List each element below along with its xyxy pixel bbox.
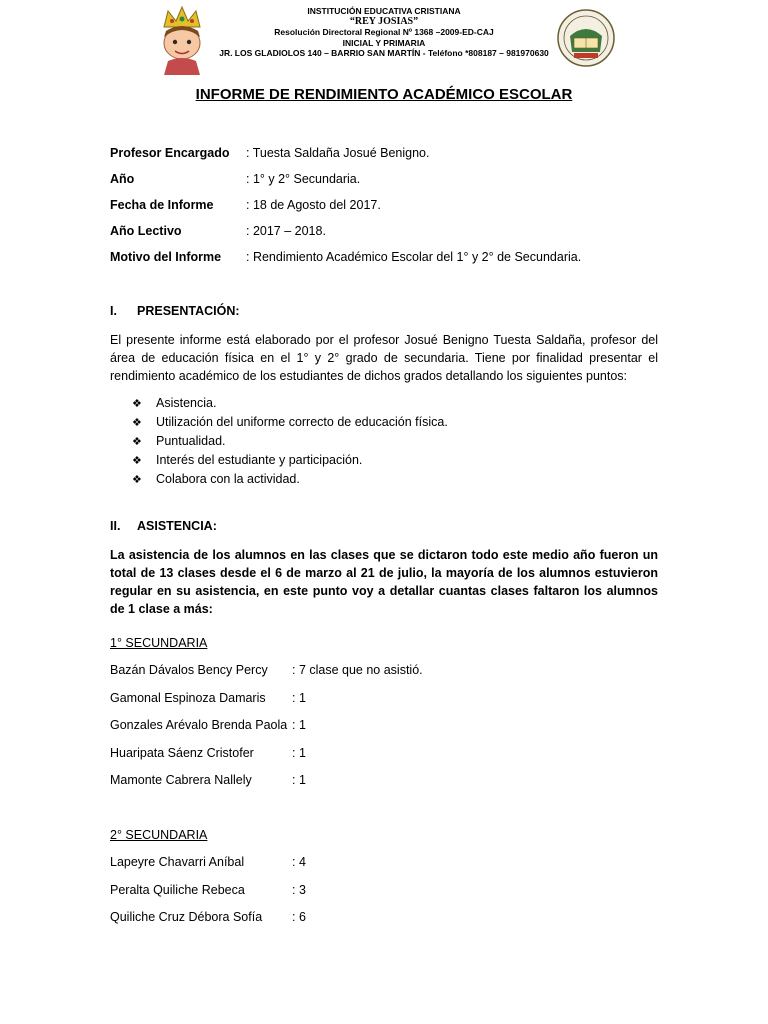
criteria-list — [132, 394, 448, 489]
absence-count: : 1 — [292, 745, 306, 760]
student-name: Huaripata Sáenz Cristofer — [110, 745, 254, 760]
meta-label: Motivo del Informe — [110, 250, 222, 264]
section-title: PRESENTACIÓN: — [137, 304, 240, 318]
list-item — [110, 691, 423, 719]
levels-text: INICIAL Y PRIMARIA — [342, 37, 426, 48]
absence-count: : 6 — [292, 910, 306, 924]
diamond-bullet-icon: ❖ — [132, 436, 142, 448]
meta-label: Profesor Encargado — [110, 146, 230, 160]
institution-name: INSTITUCIÓN EDUCATIVA CRISTIANA — [307, 6, 461, 16]
list-item — [132, 413, 448, 432]
resolution-text: Resolución Directoral Regional Nº 1368 –2009-ED-CAJ — [274, 27, 494, 37]
student-name: Peralta Quiliche Rebeca — [110, 882, 245, 897]
grade-2-list — [110, 855, 306, 938]
list-item — [110, 855, 306, 883]
section-number: II. — [110, 519, 121, 533]
list-item-text: Puntualidad. — [156, 434, 226, 448]
section-number: I. — [110, 304, 117, 318]
section-heading-attendance — [110, 519, 217, 533]
list-item — [110, 773, 423, 801]
diamond-bullet-icon: ❖ — [132, 474, 142, 486]
list-item-text: Asistencia. — [156, 396, 217, 410]
document-title: INFORME DE RENDIMIENTO ACADÉMICO ESCOLAR — [195, 86, 573, 103]
list-item — [132, 432, 448, 451]
meta-value: : Tuesta Saldaña Josué Benigno. — [246, 146, 430, 160]
meta-value: : Rendimiento Académico Escolar del 1° y 2° de Secundaria. — [246, 250, 582, 264]
list-item — [132, 470, 448, 489]
attendance-paragraph: La asistencia de los alumnos en las clases que se dictaron todo este medio año fueron un total de 13 clases desde el 6 de marzo al 21 de julio, la mayoría de los alumnos estuvieron regular en su asistencia, en este punto voy a detallar cuantas clases faltaron los alumnos de 1 clase a más: — [110, 548, 658, 616]
report-meta — [110, 146, 581, 276]
list-item — [110, 718, 423, 746]
list-item — [132, 394, 448, 413]
list-item-text: Colabora con la actividad. — [156, 472, 300, 486]
absence-count: : 3 — [292, 882, 306, 897]
student-name: Bazán Dávalos Bency Percy — [110, 663, 268, 677]
student-name: Mamonte Cabrera Nallely — [110, 773, 252, 787]
meta-row — [110, 250, 581, 276]
meta-row — [110, 198, 581, 224]
meta-value: : 18 de Agosto del 2017. — [246, 198, 381, 212]
list-item-text: Interés del estudiante y participación. — [156, 453, 363, 467]
institution-motto: “REY JOSIAS” — [349, 15, 419, 27]
student-name: Lapeyre Chavarri Aníbal — [110, 855, 245, 869]
section-title: ASISTENCIA: — [137, 519, 217, 533]
address-text: JR. LOS GLADIOLOS 140 – BARRIO SAN MARTÍN - Teléfono *808187 – 981970630 — [219, 48, 549, 58]
absence-count: : 1 — [292, 690, 306, 705]
presentation-paragraph: El presente informe está elaborado por el profesor Josué Benigno Tuesta Saldaña, profesor del área de educación física en el 1° y 2° grado de secundaria. Tiene por finalidad presentar el rendimiento académico de los estudiantes de dichos grados detallando los siguientes puntos: — [110, 333, 658, 383]
list-item-text: Utilización del uniforme correcto de educación física. — [156, 415, 448, 429]
meta-label: Año — [110, 172, 135, 186]
grade-2-heading: 2° SECUNDARIA — [110, 828, 208, 842]
list-item — [110, 663, 423, 691]
student-name: Gonzales Arévalo Brenda Paola — [110, 718, 288, 732]
meta-row — [110, 172, 581, 198]
diamond-bullet-icon: ❖ — [132, 455, 142, 467]
list-item — [110, 746, 423, 774]
diamond-bullet-icon: ❖ — [132, 417, 142, 429]
list-item — [110, 883, 306, 911]
absence-count: : 1 — [292, 773, 306, 787]
absence-count: : 1 — [292, 718, 306, 732]
meta-value: : 2017 – 2018. — [246, 224, 326, 238]
diamond-bullet-icon: ❖ — [132, 398, 142, 410]
institution-header — [200, 6, 568, 59]
absence-count: : 4 — [292, 855, 306, 869]
grade-1-heading: 1° SECUNDARIA — [110, 636, 208, 650]
section-heading-presentation — [110, 304, 240, 318]
meta-row — [110, 146, 581, 172]
list-item — [110, 910, 306, 938]
absence-count: : 7 clase que no asistió. — [292, 663, 423, 677]
meta-row — [110, 224, 581, 250]
grade-1-list — [110, 663, 423, 801]
student-name: Gamonal Espinoza Damaris — [110, 690, 266, 705]
meta-label: Fecha de Informe — [110, 198, 214, 212]
list-item — [132, 451, 448, 470]
meta-value: : 1° y 2° Secundaria. — [246, 172, 361, 186]
student-name: Quiliche Cruz Débora Sofía — [110, 910, 263, 924]
meta-label: Año Lectivo — [110, 224, 182, 238]
